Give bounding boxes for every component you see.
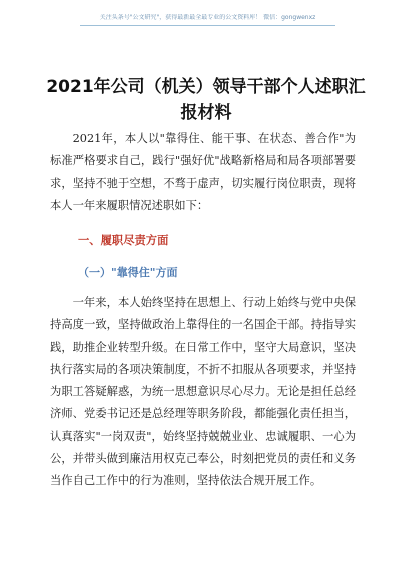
section-heading: 一、履职尽责方面 (78, 234, 169, 247)
intro-paragraph: 2021年，本人以"靠得住、能干事、在状态、善合作"为标准严格要求自己，践行"强好优"战略新格局和局各项部署要求，坚持不驰于空想，不骛于虚声，切实履行岗位职责，现将本人一年来履职情况述职如下： (50, 132, 356, 212)
body-paragraph: 一年来，本人始终坚持在思想上、行动上始终与党中央保持高度一致，坚持做政治上靠得住的一名国企干部。持指导实践，助推企业转型升级。在日常工作中，坚守大局意识，坚决执行落实局的各项决策制度，不折不扣服从各项要求，并坚持为职工答疑解惑，为统一思想意识尽心尽力。无论是担任总经济师、党委书记还是总经理等职务阶段，都能强化责任担当，认真落实"一岗双责"，始终坚持兢兢业业、忠诚履职、一心为公，并带头做到廉洁用权克己奉公，时刻把党员的责任和义务当作自己工作中的行为准则，坚持依法合规开展工作。 (50, 296, 356, 488)
header-banner: 关注头条号"公文研究"，获得最新最全最专业的公文资料库！ 微信：gongwenxz (80, 14, 335, 26)
subsection-heading: （一）"靠得住"方面 (78, 266, 178, 279)
document-title: 2021年公司（机关）领导干部个人述职汇报材料 (46, 77, 366, 123)
